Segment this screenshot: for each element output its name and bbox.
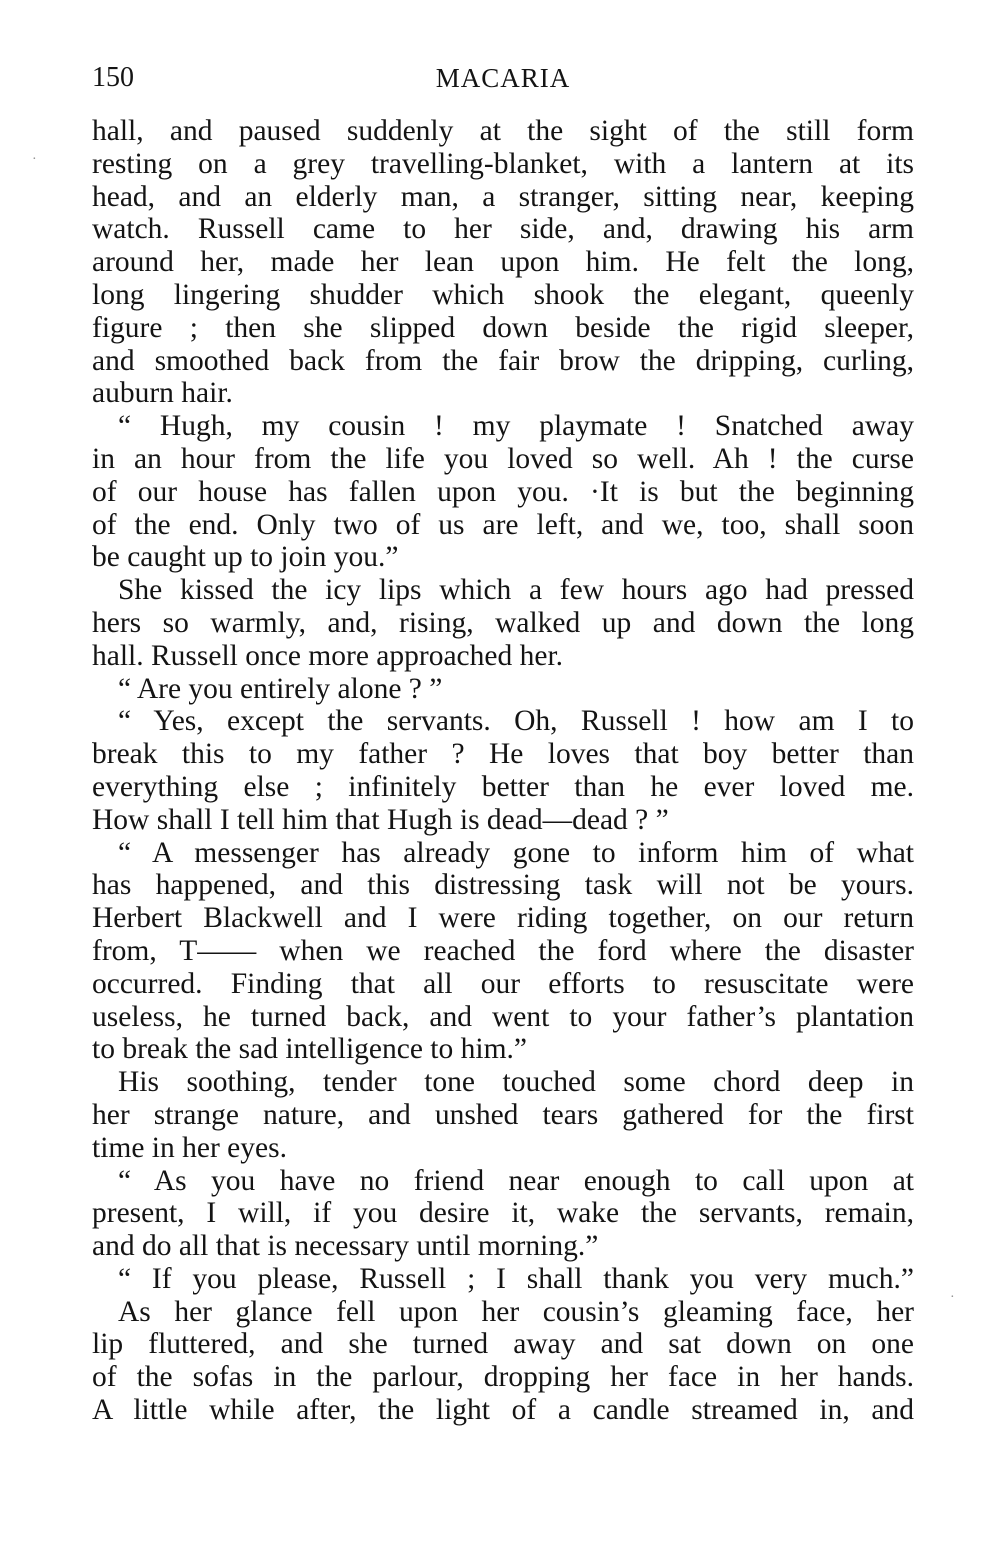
text-line: hall, and paused suddenly at the sight of the still form (92, 115, 914, 147)
text-line: and smoothed back from the fair brow the dripping, curling, (92, 344, 914, 377)
body-text (92, 115, 914, 1427)
text-line: She kissed the icy lips which a few hours ago had pressed (118, 574, 914, 607)
text-line: “ Are you entirely alone ? ” (118, 672, 443, 705)
text-line: time in her eyes. (92, 1131, 287, 1164)
text-line: A little while after, the light of a candle streamed in, and (92, 1394, 914, 1427)
text-line: has happened, and this distressing task will not be yours. (92, 869, 914, 902)
scan-speck: · (32, 152, 37, 167)
text-line: hall. Russell once more approached her. (92, 639, 564, 672)
text-line: occurred. Finding that all our efforts to resuscitate were (92, 967, 914, 1000)
text-line: around her, made her lean upon him. He felt the long, (92, 246, 914, 279)
page-header (92, 56, 914, 100)
text-line: and do all that is necessary until morning.” (92, 1230, 599, 1263)
text-line: “ Hugh, my cousin ! my playmate ! Snatched away (118, 410, 914, 443)
text-line: Herbert Blackwell and I were riding together, on our return (92, 902, 914, 935)
text-line: hers so warmly, and, rising, walked up and down the long (92, 606, 914, 639)
text-line: her strange nature, and unshed tears gathered for the first (92, 1098, 914, 1131)
text-line: of the end. Only two of us are left, and we, too, shall soon (92, 508, 914, 541)
text-line: auburn hair. (92, 377, 233, 410)
text-line: in an hour from the life you loved so well. Ah ! the curse (92, 442, 914, 475)
text-line: His soothing, tender tone touched some chord deep in (118, 1066, 914, 1099)
text-line: from, T—— when we reached the ford where the disaster (92, 934, 914, 967)
text-line: everything else ; infinitely better than he ever loved me. (92, 770, 914, 803)
text-line: “ Yes, except the servants. Oh, Russell ! how am I to (118, 705, 914, 738)
text-line: of our house has fallen upon you. ·It is but the beginning (92, 475, 914, 508)
text-line: As her glance fell upon her cousin’s gleaming face, her (118, 1295, 914, 1328)
text-line: long lingering shudder which shook the elegant, queenly (92, 278, 914, 311)
text-line: lip fluttered, and she turned away and sat down on one (92, 1328, 914, 1361)
text-line: of the sofas in the parlour, dropping her face in her hands. (92, 1361, 914, 1394)
text-line: “ As you have no friend near enough to call upon at (118, 1164, 914, 1197)
text-line: to break the sad intelligence to him.” (92, 1033, 527, 1066)
text-line: “ If you please, Russell ; I shall thank you very much.” (118, 1262, 914, 1295)
text-line: figure ; then she slipped down beside the rigid sleeper, (92, 311, 914, 344)
page-number: 150 (92, 62, 134, 93)
text-line: watch. Russell came to her side, and, drawing his arm (92, 213, 914, 246)
text-line: break this to my father ? He loves that boy better than (92, 738, 914, 771)
book-page (92, 56, 914, 1427)
text-line: “ A messenger has already gone to inform him of what (118, 836, 914, 869)
text-line: resting on a grey travelling-blanket, with a lantern at its (92, 147, 914, 180)
running-title: MACARIA (435, 63, 571, 93)
text-line: head, and an elderly man, a stranger, sitting near, keeping (92, 180, 914, 213)
text-line: How shall I tell him that Hugh is dead—dead ? ” (92, 803, 669, 836)
text-line: be caught up to join you.” (92, 541, 399, 574)
text-line: present, I will, if you desire it, wake the servants, remain, (92, 1197, 914, 1230)
scan-speck: · (950, 1290, 955, 1305)
text-line: useless, he turned back, and went to your father’s plantation (92, 1000, 914, 1033)
